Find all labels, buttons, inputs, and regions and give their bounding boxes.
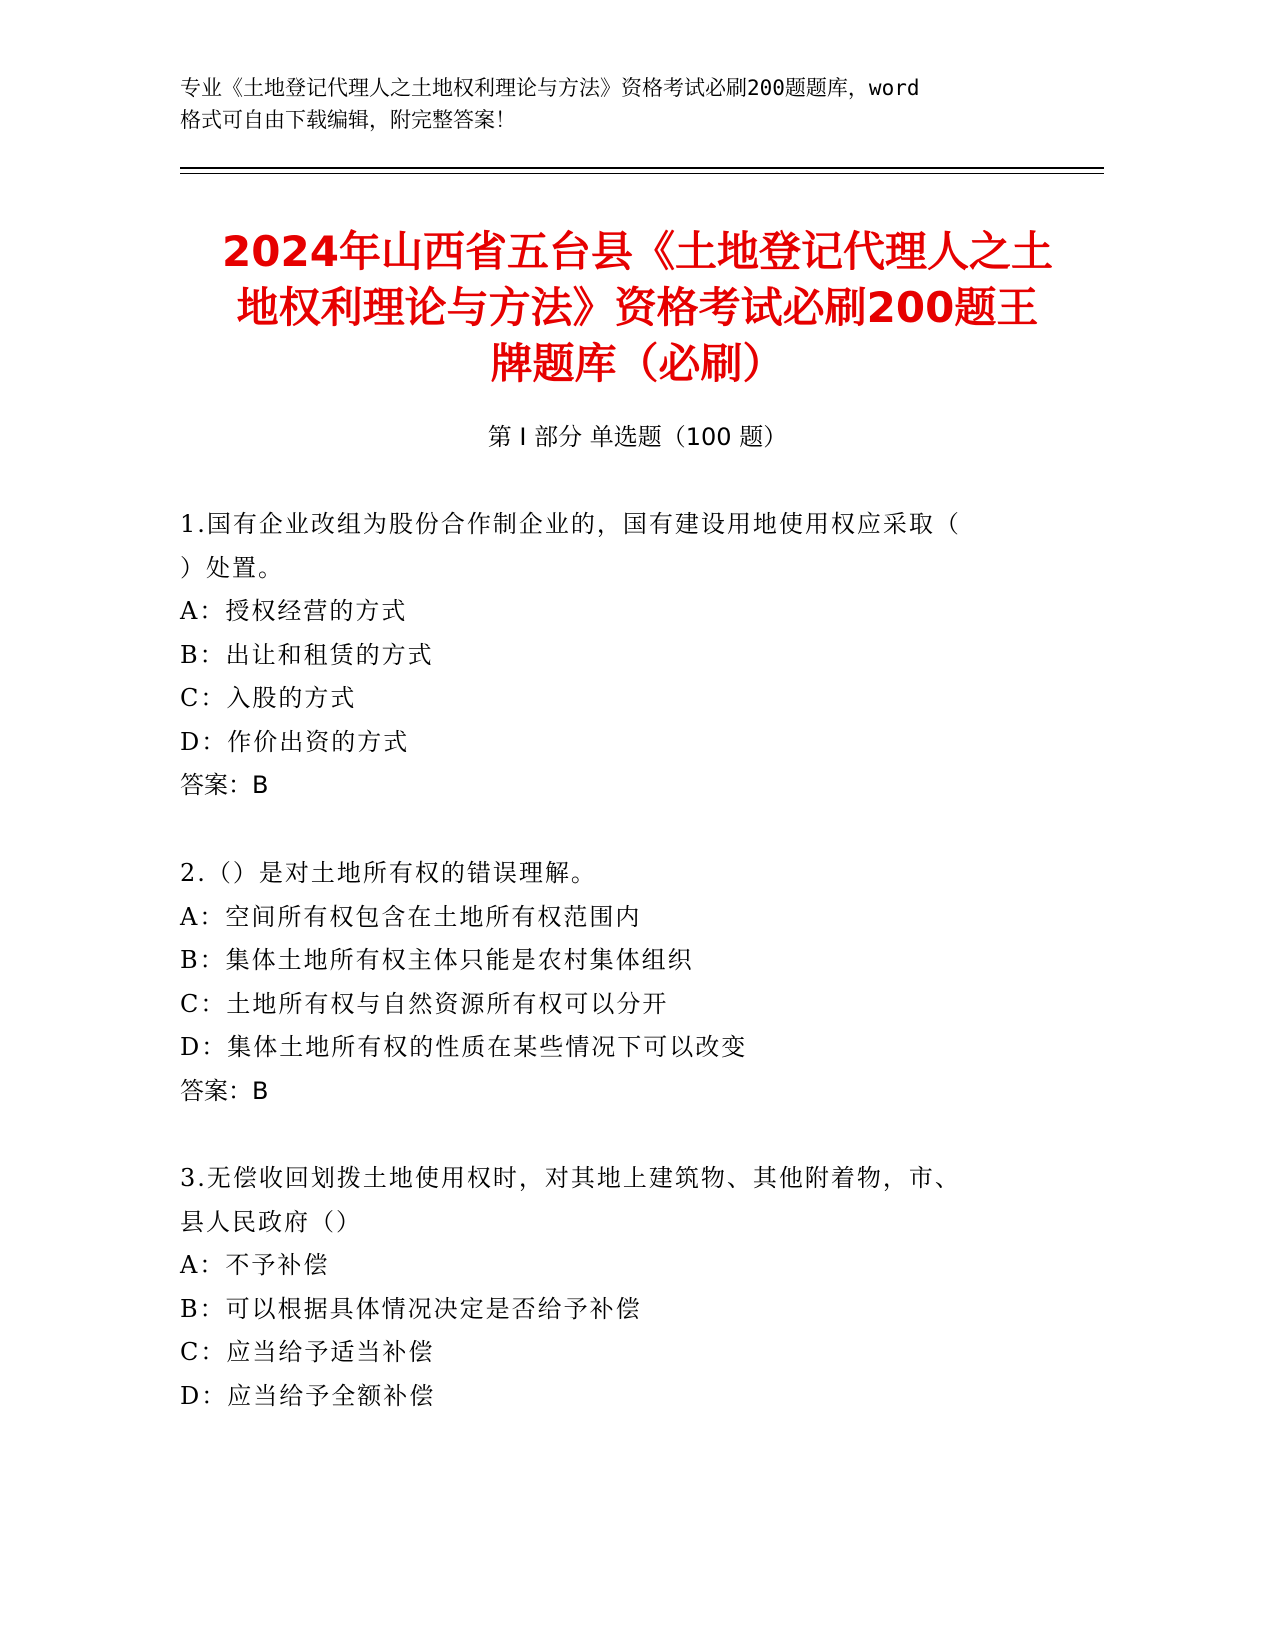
answer: 答案：B: [180, 1076, 269, 1105]
option-c: C：应当给予适当补偿: [180, 1338, 435, 1366]
option-a: A：不予补偿: [180, 1251, 330, 1279]
option-b: B：出让和租赁的方式: [180, 640, 434, 669]
question-stem: ）处置。: [180, 553, 284, 582]
question-stem: 1.国有企业改组为股份合作制企业的，国有建设用地使用权应采取（: [180, 510, 961, 538]
question-stem: 县人民政府（）: [180, 1207, 362, 1236]
option-b: B：可以根据具体情况决定是否给予补偿: [180, 1294, 642, 1323]
option-d: D：作价出资的方式: [180, 727, 410, 756]
question-2: [180, 852, 1040, 1113]
question-stem: 2.（）是对土地所有权的错误理解。: [180, 859, 597, 887]
header-note-line: 专业《土地登记代理人之土地权利理论与方法》资格考试必刷200题题库，word: [180, 76, 920, 100]
title-line: 牌题库（必刷）: [490, 339, 785, 388]
document-title: [150, 224, 1125, 392]
answer: 答案：B: [180, 771, 269, 799]
header-divider-thin: [180, 173, 1104, 174]
option-b: B：集体土地所有权主体只能是农村集体组织: [180, 946, 694, 974]
header-note: [180, 72, 1040, 136]
option-c: C：土地所有权与自然资源所有权可以分开: [180, 989, 669, 1018]
option-d: D：应当给予全额补偿: [180, 1381, 436, 1410]
header-divider: [180, 167, 1104, 169]
header-note-line: 格式可自由下载编辑，附完整答案！: [180, 108, 516, 132]
question-1: [180, 503, 1040, 808]
question-3: [180, 1157, 1040, 1418]
section-heading: 第 I 部分 单选题（100 题）: [487, 423, 788, 451]
title-line: 2024年山西省五台县《土地登记代理人之土: [222, 227, 1053, 276]
option-d: D：集体土地所有权的性质在某些情况下可以改变: [180, 1033, 748, 1061]
title-line: 地权利理论与方法》资格考试必刷200题王: [236, 283, 1039, 332]
option-a: A：授权经营的方式: [180, 597, 408, 625]
option-a: A：空间所有权包含在土地所有权范围内: [180, 902, 642, 931]
option-c: C：入股的方式: [180, 684, 357, 712]
question-stem: 3.无偿收回划拨土地使用权时，对其地上建筑物、其他附着物，市、: [180, 1164, 961, 1192]
